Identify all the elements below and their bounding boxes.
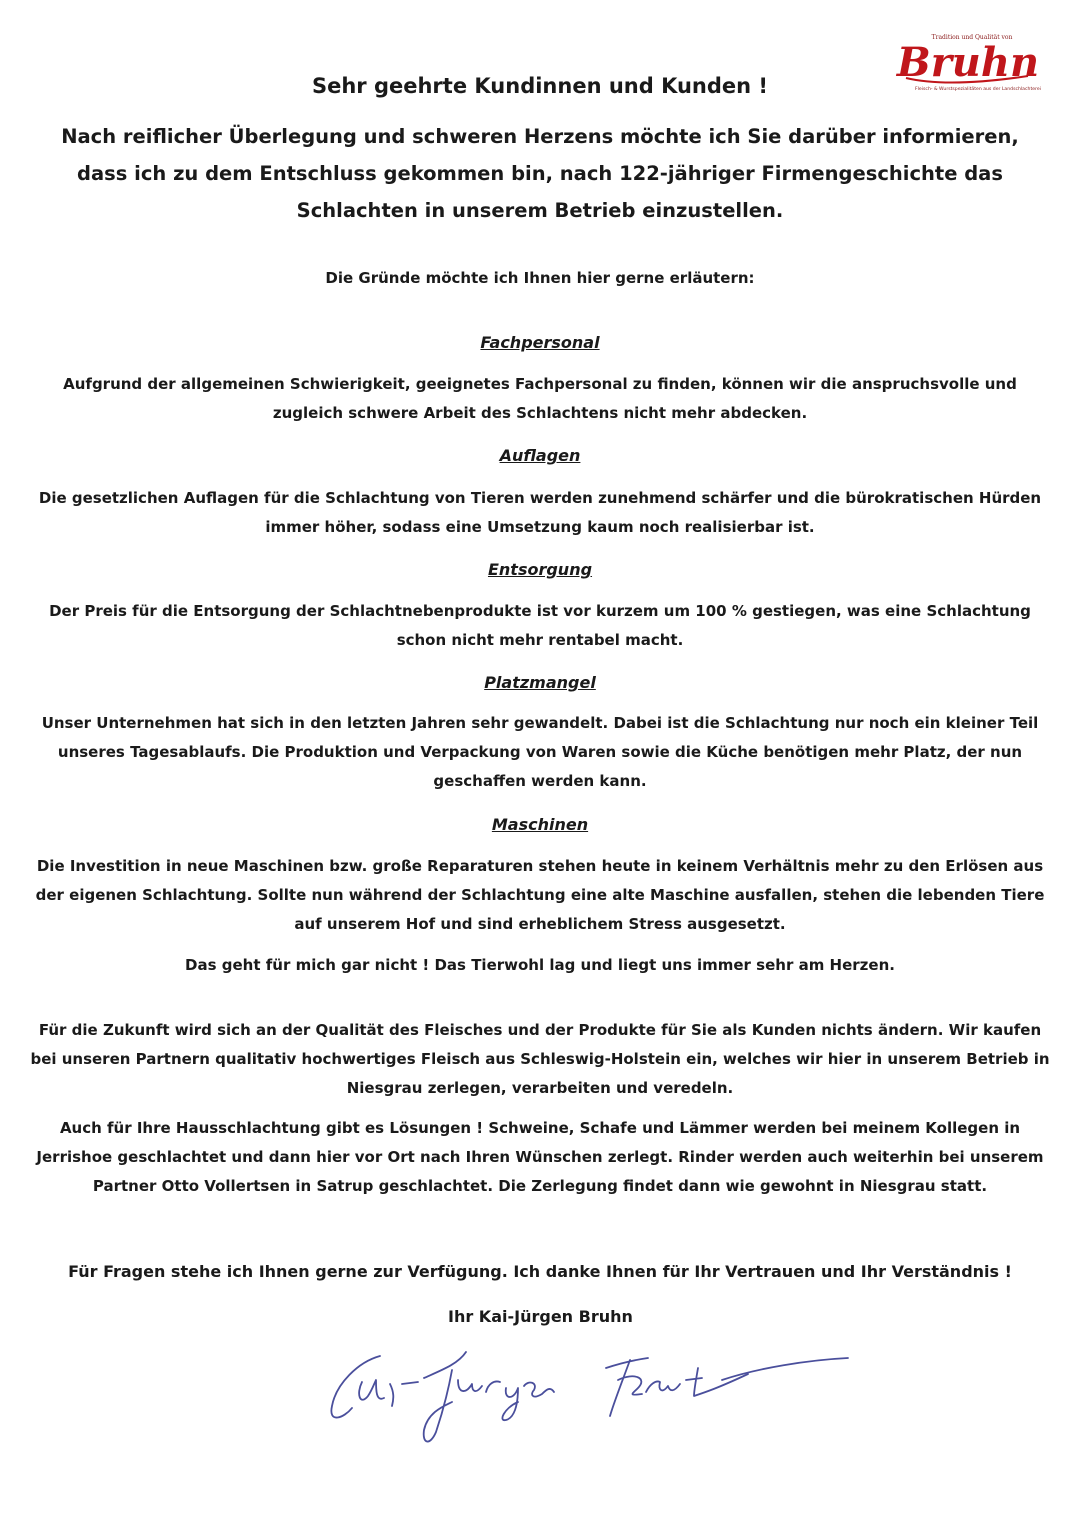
section-text: Die gesetzlichen Auflagen für die Schlachtung von Tieren werden zunehmend schärfer und die bürokratischen Hürden immer höher, sodass eine Umsetzung kaum noch realisierbar ist. — [38, 489, 1042, 536]
handwritten-signature — [318, 1322, 858, 1448]
section-heading: Fachpersonal — [480, 333, 600, 352]
logo-tagline: Tradition und Qualität von — [931, 34, 1013, 41]
intro-paragraph: Nach reiflicher Überlegung und schweren Herzens möchte ich Sie darüber informieren, dass ich zu dem Entschluss gekommen bin, nach 122-jähriger Firmengeschichte das Schlachten in unserem Betrieb einzustellen. — [61, 125, 1019, 222]
future-paragraph: Für die Zukunft wird sich an der Qualität des Fleisches und der Produkte für Sie als Kunden nichts ändern. Wir kaufen bei unseren Partnern qualitativ hochwertiges Fleisch aus Schleswig-Holstein ein, welches wir hier in unserem Betrieb in Niesgrau zerlegen, verarbeiten und veredeln. — [30, 1021, 1050, 1097]
section-text: Aufgrund der allgemeinen Schwierigkeit, geeignetes Fachpersonal zu finden, können wir die anspruchsvolle und zugleich schwere Arbeit des Schlachtens nicht mehr abdecken. — [63, 375, 1017, 422]
section-heading: Maschinen — [491, 815, 589, 834]
animal-welfare-statement: Das geht für mich gar nicht ! Das Tierwohl lag und liegt uns immer sehr am Herzen. — [185, 956, 895, 974]
section-text: Die Investition in neue Maschinen bzw. große Reparaturen stehen heute in keinem Verhältnis mehr zu den Erlösen aus der eigenen Schlachtung. Sollte nun während der Schlachtung eine alte Maschine ausfallen, stehen die lebenden Tiere auf unserem Hof und sind erheblichem Stress ausgesetzt. — [35, 857, 1045, 933]
reasons-intro: Die Gründe möchte ich Ihnen hier gerne erläutern: — [325, 269, 755, 287]
signoff: Ihr Kai-Jürgen Bruhn — [448, 1307, 633, 1326]
section-heading: Platzmangel — [484, 673, 596, 692]
questions-paragraph: Für Fragen stehe ich Ihnen gerne zur Verfügung. Ich danke Ihnen für Ihr Vertrauen und Ihr Verständnis ! — [68, 1262, 1012, 1281]
section-heading: Auflagen — [499, 446, 581, 465]
logo-subline: Fleisch- & Wurstspezialitäten aus der Landschlachterei — [915, 87, 1041, 92]
section-text: Der Preis für die Entsorgung der Schlachtnebenprodukte ist vor kurzem um 100 % gestiegen, was eine Schlachtung schon nicht mehr rentabel macht. — [49, 602, 1031, 649]
logo-brand: Bruhn — [896, 39, 1040, 86]
section-text: Unser Unternehmen hat sich in den letzten Jahren sehr gewandelt. Dabei ist die Schlachtung nur noch ein kleiner Teil unseres Tagesablaufs. Die Produktion und Verpackung von Waren sowie die Küche benötigen mehr Platz, der nun geschaffen werden kann. — [41, 714, 1039, 790]
home-slaughter-paragraph: Auch für Ihre Hausschlachtung gibt es Lösungen ! Schweine, Schafe und Lämmer werden bei meinem Kollegen in Jerrishoe geschlachtet und dann hier vor Ort nach Ihren Wünschen zerlegt. Rinder werden auch weiterhin bei unserem Partner Otto Vollertsen in Satrup geschlachtet. Die Zerlegung findet dann wie gewohnt in Niesgrau statt. — [36, 1119, 1044, 1195]
salutation: Sehr geehrte Kundinnen und Kunden ! — [311, 74, 768, 98]
section-heading: Entsorgung — [487, 560, 593, 579]
